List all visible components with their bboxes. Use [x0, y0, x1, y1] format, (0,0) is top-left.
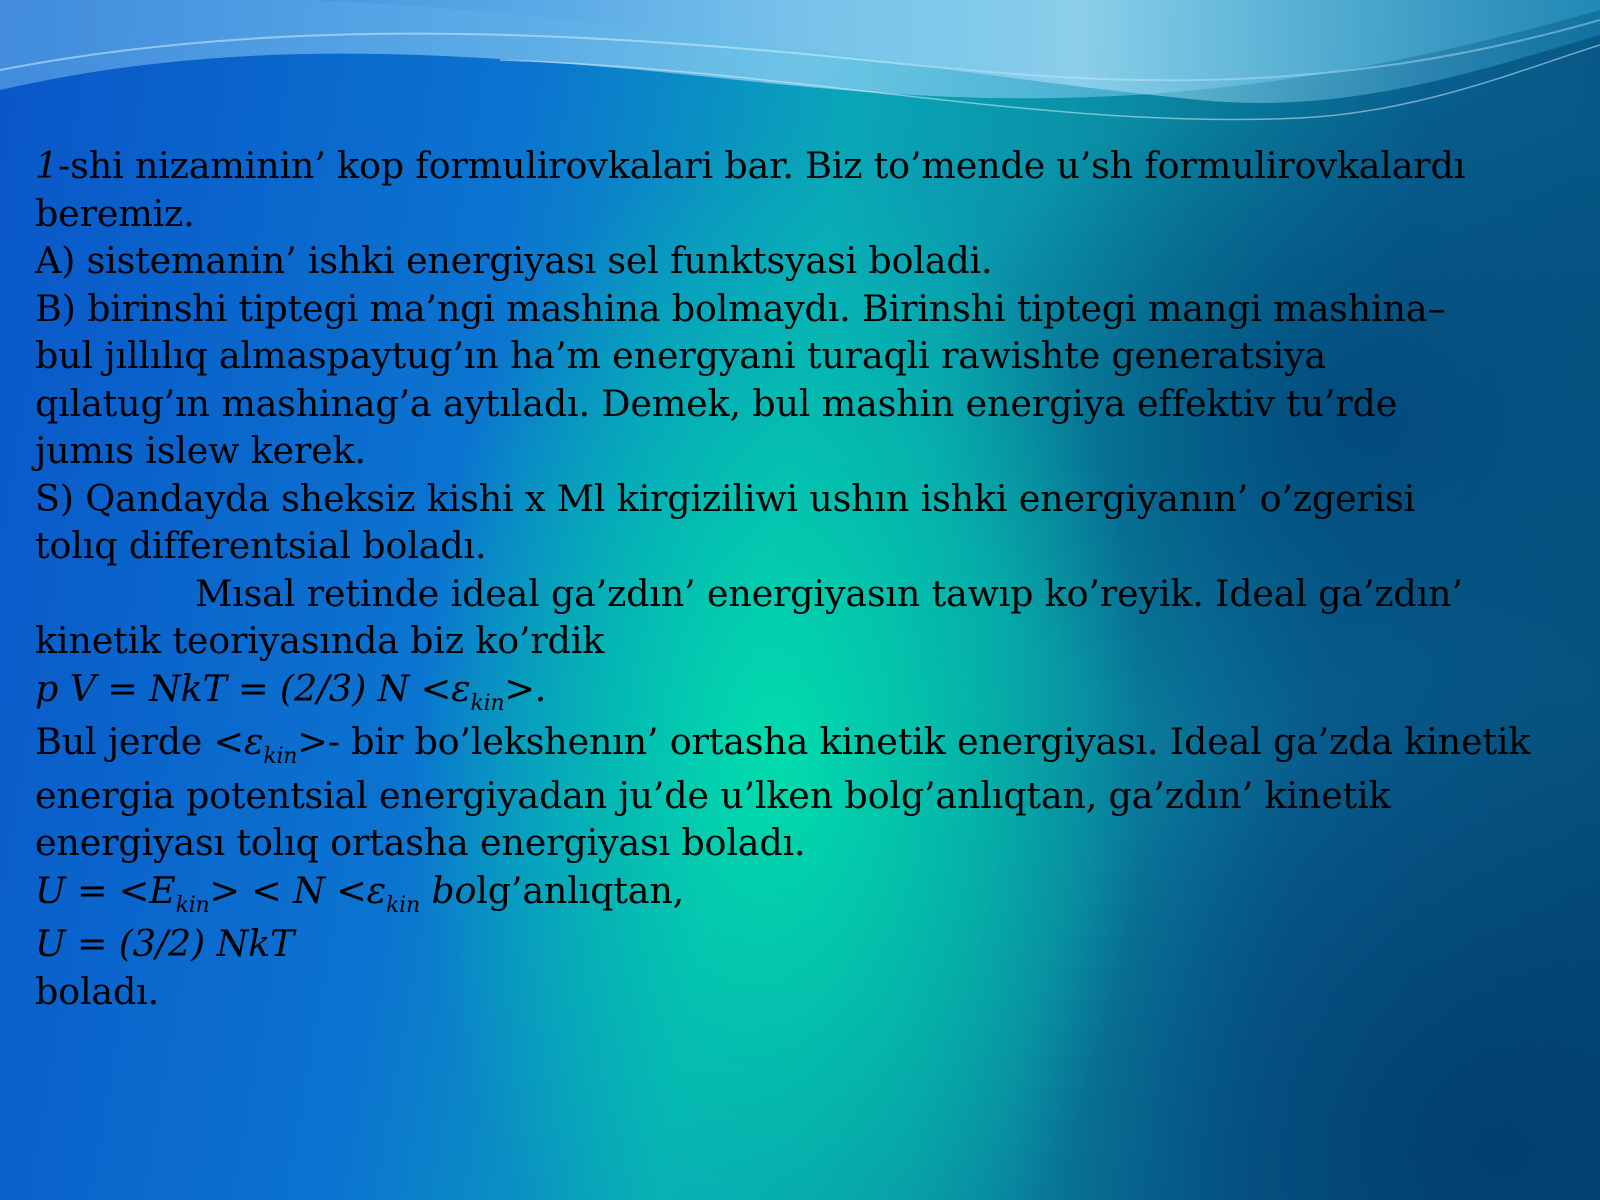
text-line: qılatug’ın mashinag’a aytıladı. Demek, bul mashin energiya effektiv tu’rde: [35, 381, 1398, 425]
rule-number: 1: [35, 144, 59, 187]
equation-internal-energy: U = (3/2) NkT: [35, 922, 295, 965]
epsilon-symbol: ε: [451, 666, 471, 710]
eq-text: > < N <: [209, 868, 367, 912]
text-line: kinetik teoriyasında biz ko’rdik: [35, 619, 605, 662]
equation-energy: [35, 867, 1575, 918]
text-line: jumıs islew kerek.: [35, 429, 366, 472]
eq-text: >.: [504, 666, 547, 710]
text-line: [35, 142, 1575, 190]
text-span: lg’anlıqtan,: [476, 868, 685, 912]
epsilon-symbol: ε: [243, 720, 264, 763]
eq-text: U = <E: [35, 868, 176, 912]
text-line: energia potentsial energiyadan ju’de u’lken bolg’anlıqtan, ga’zdın’ kinetik: [35, 773, 1391, 817]
subscript: kin: [263, 744, 298, 769]
slide-text-body: [35, 142, 1575, 1015]
text-line: bul jıllılıq almaspaytug’ın ha’m energyani turaqli rawishte generatsiya: [35, 334, 1326, 377]
text-line: tolıq differentsial boladı.: [35, 524, 487, 567]
eq-text: p V = NkT = (2/3) N <: [35, 666, 452, 710]
subscript: kin: [175, 892, 210, 918]
text-line: boladı.: [35, 969, 160, 1013]
subscript: kin: [470, 690, 505, 716]
text-line: B) birinshi tiptegi ma’ngi mashina bolmaydı. Birinshi tiptegi mangi mashina–: [35, 286, 1446, 330]
subscript: kin: [386, 892, 420, 918]
text-line: [35, 718, 1575, 769]
equation-ideal-gas: [35, 665, 1575, 716]
text-span: -shi nizaminin’ kop formulirovkalari bar. Biz to’mende u’sh formulirovkalardı: [58, 144, 1466, 187]
text-span: >- bir bo’lekshenın’ ortasha kinetik energiyası. Ideal ga’zda kinetik: [297, 720, 1531, 763]
eq-text: bo: [419, 868, 477, 912]
text-span: Bul jerde <: [35, 720, 244, 763]
text-line: energiyası tolıq ortasha energiyası boladı.: [35, 821, 806, 864]
epsilon-symbol: ε: [366, 868, 386, 912]
text-line: beremiz.: [35, 191, 195, 235]
text-line: A) sistemanin’ ishki energiyası sel funktsyasi boladi.: [35, 239, 993, 282]
text-line-indented: Mısal retinde ideal ga’zdın’ energiyasın tawıp ko’reyik. Ideal ga’zdın’: [195, 571, 1463, 615]
text-line: S) Qandayda sheksiz kishi x Ml kirgiziliwi ushın ishki energiyanın’ o’zgerisi: [35, 476, 1416, 520]
